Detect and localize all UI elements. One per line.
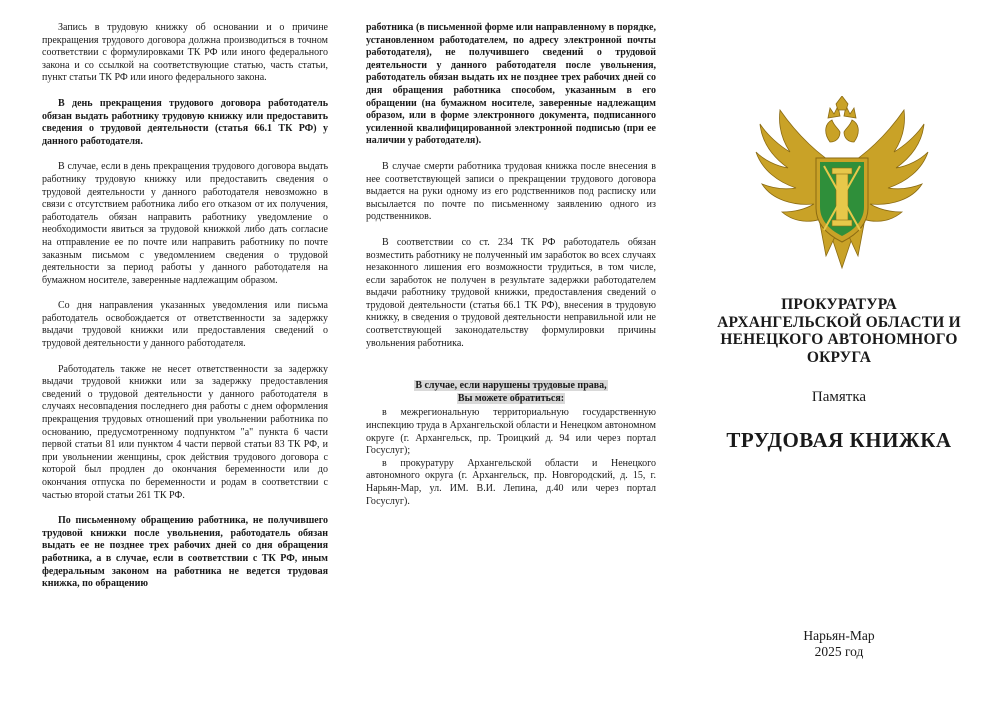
contacts-section <box>366 380 656 508</box>
cover-column <box>676 0 1000 707</box>
memo-label: Памятка <box>811 389 867 405</box>
left-column <box>42 22 328 604</box>
organization-line1: ПРОКУРАТУРА <box>781 296 897 313</box>
contacts-heading-line2: Вы можете обратиться: <box>457 392 565 404</box>
paragraph-written-request: По письменному обращению работника, не получившего трудовой книжки после увольнения, работодатель обязан выдать ее не позднее трех рабочих дней со дня обращения работника, а в случае, если в соответствии с ТК РФ, иным федеральным законом на работника не ведется трудовая книжка, по обращению <box>42 515 328 590</box>
paragraph-absent-employee: В случае, если в день прекращения трудового договора выдать работнику трудовую книжку или предоставить сведения о трудовой деятельности у данного работодателя невозможно в связи с отсутствием работника либо его отказом от их получения, работодатель обязан направить работнику уведомление о необходимости явиться за трудовой книжкой либо дать согласие на отправление ее по почте или направить работнику по почте заказным письмом с уведомлением сведения о трудовой деятельности за период работы у данного работодателя на бумажном носителе, заверенные надлежащим образом. <box>42 161 328 286</box>
prosecutor-emblem-icon <box>750 96 934 276</box>
contact-prosecutor-office: в прокуратуру Архангельской области и Ненецкого автономного округа (г. Архангельск, пр. Новгородский, д. 15, г. Нарьян-Мар, ул. ИМ. В.И. Лепина, д.40 или через портал Госуслуг). <box>366 457 656 507</box>
organization-line2: АРХАНГЕЛЬСКОЙ ОБЛАСТИ И <box>717 313 961 331</box>
city-name: Нарьян-Мар <box>803 628 875 643</box>
paragraph-written-request-continued: работника (в письменной форме или направленному в порядке, установленном работодателем, по адресу электронной почты работодателя), не получившего сведений о трудовой деятельности у данного работодателя после увольнения, работодатель обязан выдать их не позднее трех рабочих дней со дня обращения работника способом, указанным в его обращении (на бумажном носителе, заверенные надлежащим образом, или в форме электронного документа, подписанного усиленной квалифицированной электронной подписью (при ее наличии у работодателя). <box>366 22 656 147</box>
paragraph-employee-death: В случае смерти работника трудовая книжка после внесения в нее соответствующей записи о прекращении трудового договора выдается на руки одному из его родственников под расписку или высылается по почте по письменному заявлению одного из родственников. <box>366 160 656 223</box>
middle-column <box>366 22 656 508</box>
organization-name <box>684 296 994 366</box>
paragraph-no-liability-cases: Работодатель также не несет ответственности за задержку выдачи трудовой книжки или за задержку предоставления сведений о трудовой деятельности у данного работодателя в случаях несовпадения последнего дня работы с днем оформления прекращения трудовых отношений при увольнении работника по основанию, предусмотренному подпунктом "а" пункта 6 части первой статьи 81 или пунктом 4 части первой статьи 83 ТК РФ, и при увольнении женщины, срок действия трудового договора с которой был продлен до окончания беременности или до окончания отпуска по беременности и родам в соответствии с частью второй статьи 261 ТК РФ. <box>42 363 328 501</box>
publication-year: 2025 год <box>814 644 864 659</box>
organization-line3: НЕНЕЦКОГО АВТОНОМНОГО <box>720 331 958 348</box>
place-and-year <box>684 628 994 660</box>
paragraph-issue-on-dismissal: В день прекращения трудового договора работодатель обязан выдать работнику трудовую книжку или предоставить сведения о трудовой деятельности (статья 66.1 ТК РФ) у данного работодателя. <box>42 97 328 147</box>
paragraph-liability-release: Со дня направления указанных уведомления или письма работодатель освобождается от ответственности за задержку выдачи трудовой книжки или предоставления сведений о трудовой деятельности у данного работодателя. <box>42 300 328 350</box>
paragraph-compensation: В соответствии со ст. 234 ТК РФ работодатель обязан возместить работнику не полученный им заработок во всех случаях незаконного лишения его возможности трудиться, в том числе, если заработок не получен в результате задержки работодателем выдачи работнику трудовой книжки, предоставления сведений о трудовой деятельности (статья 66.1 ТК РФ), внесения в трудовую книжку, в сведения о трудовой деятельности неправильной или не соответствующей законодательству формулировки причины увольнения работника. <box>366 236 656 349</box>
organization-line4: ОКРУГА <box>806 348 872 366</box>
contacts-heading <box>366 380 656 405</box>
document-title: ТРУДОВАЯ КНИЖКА <box>726 428 952 452</box>
contacts-heading-line1: В случае, если нарушены трудовые права, <box>415 380 607 392</box>
paragraph-record-rules: Запись в трудовую книжку об основании и о причине прекращения трудового договора должна производиться в точном соответствии с формулировками ТК РФ или иного федерального закона и со ссылкой на соответствующие статью, часть статьи, пункт статьи ТК РФ или иного федерального закона. <box>42 22 328 84</box>
contact-labor-inspection: в межрегиональную территориальную государственную инспекцию труда в Архангельской области и Ненецком автономном округе (г. Архангельск, пр. Троицкий д. 94 или через портал Госуслуг); <box>366 407 656 457</box>
